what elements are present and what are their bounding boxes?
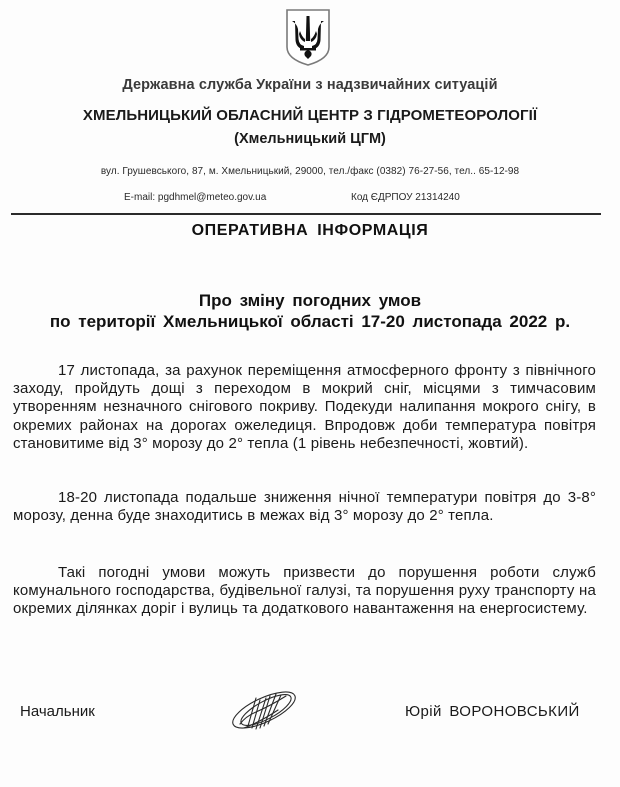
signatory-name: Юрій ВОРОНОВСЬКИЙ [405, 703, 580, 720]
document-type: ОПЕРАТИВНА ІНФОРМАЦІЯ [191, 222, 429, 239]
agency-name: Державна служба України з надзвичайних ситуацій [122, 77, 498, 93]
organization-short-name: (Хмельницький ЦГМ) [234, 131, 386, 147]
email-link[interactable]: E-mail: pgdhmel@meteo.gov.ua [124, 192, 267, 203]
paragraph-nov18-20: 18-20 листопада подальше зниження нічної температури повітря до 3-8° морозу, денна буде знаходитись в межах від 3° морозу до 2° тепла. [13, 489, 596, 525]
subject-line-2: по території Хмельницької області 17-20 листопада 2022 р. [49, 312, 571, 331]
paragraph-nov17: 17 листопада, за рахунок переміщення атмосферного фронту з північного заходу, пройдуть дощі з переходом в мокрий сніг, місцями з тимчасовим утворенням незначного снігового покриву. Подекуди налипання мокрого снігу, в окремих районах на дорогах ожеледиця. Впродовж доби температура повітря становитиме від 3° морозу до 2° тепла (1 рівень небезпечності, жовтий). [13, 362, 596, 452]
signature-icon [226, 686, 304, 736]
paragraph-consequences: Такі погодні умови можуть призвести до порушення роботи служб комунального господарства, будівельної галузі, та порушення руху транспорту на окремих ділянках доріг і вулиць та додаткового навантаження на енергосистему. [13, 564, 596, 618]
document-subject [0, 290, 620, 332]
organization-name: ХМЕЛЬНИЦЬКИЙ ОБЛАСНИЙ ЦЕНТР З ГІДРОМЕТЕОРОЛОГІЇ [82, 107, 538, 124]
organization-address: вул. Грушевського, 87, м. Хмельницький, 29000, тел./факс (0382) 76-27-56, тел.. 65-12-98 [100, 166, 520, 177]
header-divider [11, 213, 601, 215]
subject-line-1: Про зміну погодних умов [198, 291, 422, 310]
edrpou-code: Код ЄДРПОУ 21314240 [351, 192, 460, 203]
signatory-title: Начальник [20, 703, 95, 720]
coat-of-arms-icon [283, 7, 333, 67]
